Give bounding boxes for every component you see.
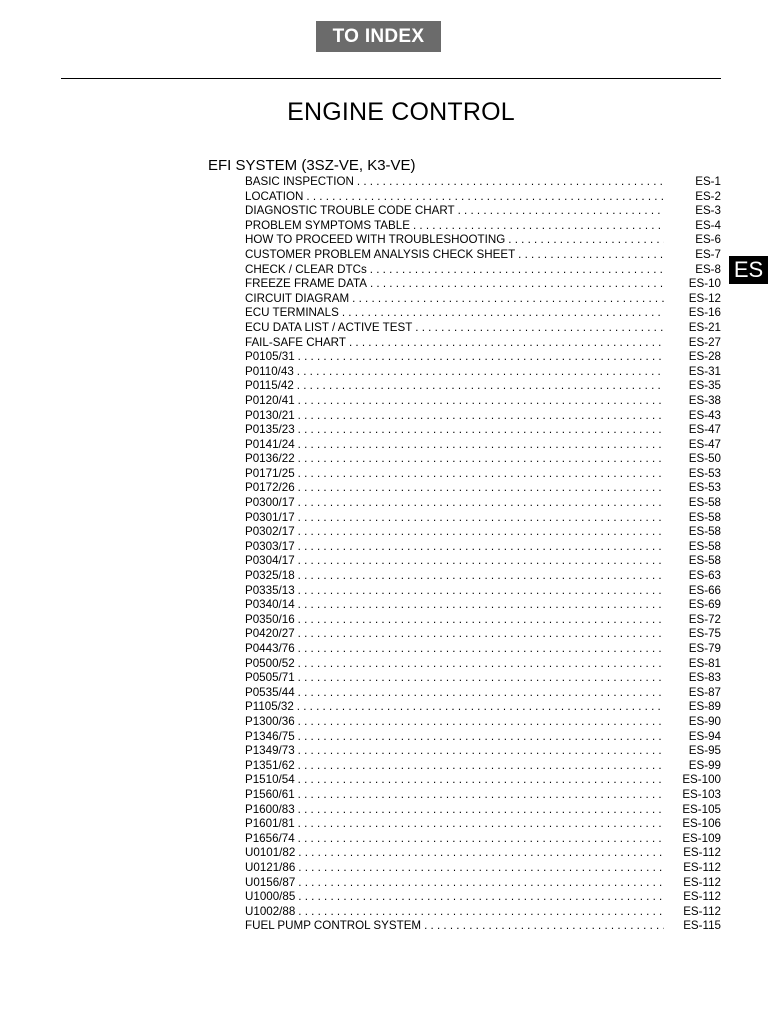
toc-entry-page: ES-58	[688, 539, 721, 553]
toc-entry[interactable]	[245, 233, 721, 248]
toc-dot-leader	[298, 409, 664, 424]
toc-entry-page: ES-103	[682, 787, 721, 801]
toc-dot-leader	[297, 379, 664, 394]
toc-entry[interactable]	[245, 292, 721, 307]
toc-entry-label: P0302/17	[245, 525, 295, 539]
toc-dot-leader	[424, 919, 664, 934]
toc-dot-leader	[298, 569, 664, 584]
toc-entry-page: ES-16	[688, 306, 721, 320]
toc-entry-page: ES-83	[688, 671, 721, 685]
toc-dot-leader	[298, 452, 664, 467]
toc-dot-leader	[298, 598, 664, 613]
toc-entry-page: ES-28	[688, 350, 721, 364]
toc-dot-leader	[298, 613, 664, 628]
toc-entry[interactable]	[245, 744, 721, 759]
toc-dot-leader	[298, 481, 664, 496]
toc-entry-label: P0303/17	[245, 539, 295, 553]
toc-entry[interactable]	[245, 569, 721, 584]
toc-entry[interactable]	[245, 919, 721, 934]
toc-dot-leader	[298, 627, 664, 642]
toc-entry[interactable]	[245, 481, 721, 496]
toc-entry[interactable]	[245, 700, 721, 715]
toc-entry-label: P0136/22	[245, 452, 295, 466]
toc-entry-page: ES-99	[688, 758, 721, 772]
toc-entry[interactable]	[245, 175, 721, 190]
toc-entry[interactable]	[245, 438, 721, 453]
toc-entry-page: ES-6	[695, 233, 721, 247]
toc-dot-leader	[306, 190, 664, 205]
toc-entry-label: P0500/52	[245, 656, 295, 670]
toc-entry-page: ES-95	[688, 744, 721, 758]
toc-entry-label: P0340/14	[245, 598, 295, 612]
toc-dot-leader	[298, 803, 664, 818]
toc-dot-leader	[298, 788, 664, 803]
toc-entry-page: ES-112	[683, 904, 721, 918]
page-title: ENGINE CONTROL	[287, 98, 515, 126]
to-index-button[interactable]: TO INDEX	[316, 21, 441, 52]
toc-entry-label: P0420/27	[245, 627, 295, 641]
toc-entry-page: ES-87	[688, 685, 721, 699]
toc-entry[interactable]	[245, 876, 721, 891]
toc-dot-leader	[298, 773, 664, 788]
toc-entry-page: ES-112	[683, 846, 721, 860]
toc-entry-label: P0350/16	[245, 612, 295, 626]
toc-entry-page: ES-47	[688, 423, 721, 437]
toc-entry-label: P0304/17	[245, 554, 295, 568]
toc-entry-label: P0135/23	[245, 423, 295, 437]
toc-entry-label: DIAGNOSTIC TROUBLE CODE CHART	[245, 204, 455, 218]
toc-entry[interactable]	[245, 759, 721, 774]
toc-entry-page: ES-12	[688, 291, 721, 305]
toc-dot-leader	[298, 846, 664, 861]
toc-entry-page: ES-8	[695, 262, 721, 276]
toc-entry-label: HOW TO PROCEED WITH TROUBLESHOOTING	[245, 233, 506, 247]
toc-entry-label: P0300/17	[245, 496, 295, 510]
toc-entry[interactable]	[245, 467, 721, 482]
toc-dot-leader	[298, 686, 664, 701]
toc-dot-leader	[370, 263, 664, 278]
toc-entry-label: P1510/54	[245, 773, 295, 787]
toc-entry[interactable]	[245, 657, 721, 672]
toc-dot-leader	[352, 292, 664, 307]
toc-dot-leader	[298, 890, 664, 905]
toc-dot-leader	[342, 306, 664, 321]
toc-entry-label: P0171/25	[245, 466, 295, 480]
toc-entry-page: ES-79	[688, 642, 721, 655]
toc-entry[interactable]	[245, 394, 721, 409]
toc-entry-page: ES-89	[688, 700, 721, 714]
toc-entry-label: P0172/26	[245, 481, 295, 495]
toc-dot-leader	[518, 248, 664, 263]
toc-dot-leader	[297, 700, 664, 715]
toc-entry-page: ES-7	[695, 247, 721, 261]
toc-dot-leader	[298, 817, 664, 832]
toc-entry-label: CHECK / CLEAR DTCs	[245, 262, 367, 276]
toc-entry[interactable]	[245, 671, 721, 686]
toc-entry-page: ES-31	[688, 364, 721, 378]
toc-dot-leader	[298, 905, 664, 920]
toc-entry-label: U0156/87	[245, 875, 296, 889]
toc-dot-leader	[357, 175, 664, 190]
toc-entry-label: U0101/82	[245, 846, 296, 860]
toc-dot-leader	[298, 876, 664, 891]
toc-entry-label: P0535/44	[245, 685, 295, 699]
toc-entry-label: P1349/73	[245, 744, 295, 758]
toc-dot-leader	[298, 861, 664, 876]
toc-entry[interactable]	[245, 788, 721, 803]
toc-entry[interactable]	[245, 598, 721, 613]
toc-entry-label: P1351/62	[245, 758, 295, 772]
toc-entry[interactable]	[245, 321, 721, 336]
toc-entry-page: ES-53	[688, 466, 721, 480]
toc-entry-label: U0121/86	[245, 860, 296, 874]
toc-dot-leader	[298, 540, 664, 555]
toc-entry-page: ES-94	[688, 729, 721, 743]
toc-entry-page: ES-2	[695, 189, 721, 203]
toc-entry-label: BASIC INSPECTION	[245, 175, 354, 188]
toc-entry-label: CUSTOMER PROBLEM ANALYSIS CHECK SHEET	[245, 247, 516, 261]
toc-entry-label: LOCATION	[245, 189, 304, 203]
toc-dot-leader	[415, 321, 664, 336]
toc-entry-page: ES-81	[688, 656, 721, 670]
toc-dot-leader	[298, 642, 664, 657]
toc-entry[interactable]	[245, 861, 721, 876]
toc-entry-label: P1601/81	[245, 817, 295, 831]
toc-entry-page: ES-50	[688, 452, 721, 466]
toc-dot-leader	[298, 525, 664, 540]
toc-entry-page: ES-21	[688, 320, 721, 334]
toc-dot-leader	[297, 365, 664, 380]
toc-dot-leader	[458, 204, 664, 219]
toc-entry[interactable]	[245, 423, 721, 438]
toc-entry-page: ES-38	[688, 393, 721, 407]
toc-entry-page: ES-100	[682, 773, 721, 787]
toc-entry-label: FREEZE FRAME DATA	[245, 277, 367, 291]
toc-dot-leader	[298, 759, 664, 774]
toc-dot-leader	[298, 584, 664, 599]
toc-entry-label: FAIL-SAFE CHART	[245, 335, 346, 349]
toc-entry-label: P0115/42	[245, 379, 294, 393]
toc-entry[interactable]	[245, 204, 721, 219]
toc-entry[interactable]	[245, 905, 721, 920]
toc-entry-page: ES-72	[688, 612, 721, 626]
toc-dot-leader	[298, 554, 664, 569]
toc-entry-label: FUEL PUMP CONTROL SYSTEM	[245, 919, 422, 933]
toc-entry-page: ES-35	[688, 379, 721, 393]
toc-entry-page: ES-58	[688, 554, 721, 568]
toc-dot-leader	[298, 671, 664, 686]
table-of-contents	[245, 175, 721, 934]
toc-dot-leader	[508, 233, 664, 248]
toc-entry[interactable]	[245, 306, 721, 321]
toc-entry[interactable]	[245, 350, 721, 365]
toc-entry-page: ES-4	[695, 218, 721, 232]
toc-dot-leader	[298, 350, 664, 365]
toc-entry[interactable]	[245, 773, 721, 788]
toc-dot-leader	[298, 730, 664, 745]
toc-dot-leader	[298, 467, 664, 482]
toc-entry-label: P0110/43	[245, 364, 294, 378]
toc-entry-page: ES-105	[682, 802, 721, 816]
toc-entry[interactable]	[245, 846, 721, 861]
toc-entry-page: ES-58	[688, 525, 721, 539]
section-title: EFI SYSTEM (3SZ-VE, K3-VE)	[208, 157, 416, 174]
toc-entry[interactable]	[245, 890, 721, 905]
toc-entry-page: ES-106	[682, 817, 721, 831]
toc-dot-leader	[298, 657, 664, 672]
toc-entry[interactable]	[245, 525, 721, 540]
toc-entry-page: ES-1	[695, 175, 721, 188]
toc-entry[interactable]	[245, 219, 721, 234]
toc-entry-label: P0301/17	[245, 510, 295, 524]
toc-entry[interactable]	[245, 642, 721, 657]
toc-entry-page: ES-112	[683, 875, 721, 889]
toc-entry[interactable]	[245, 277, 721, 292]
toc-entry-page: ES-69	[688, 598, 721, 612]
toc-entry-page: ES-112	[683, 860, 721, 874]
toc-entry-label: P0130/21	[245, 408, 295, 422]
toc-entry-page: ES-10	[688, 277, 721, 291]
toc-entry-label: PROBLEM SYMPTOMS TABLE	[245, 218, 410, 232]
toc-entry-page: ES-53	[688, 481, 721, 495]
toc-dot-leader	[413, 219, 664, 234]
toc-entry-label: P1560/61	[245, 787, 295, 801]
toc-entry[interactable]	[245, 832, 721, 847]
toc-entry-page: ES-112	[683, 890, 721, 904]
toc-entry-page: ES-58	[688, 496, 721, 510]
toc-entry-label: P1600/83	[245, 802, 295, 816]
toc-dot-leader	[298, 496, 664, 511]
toc-entry-label: P1300/36	[245, 714, 295, 728]
toc-entry-page: ES-66	[688, 583, 721, 597]
toc-entry-label: P1105/32	[245, 700, 294, 714]
toc-entry-page: ES-43	[688, 408, 721, 422]
toc-entry-label: U1000/85	[245, 890, 296, 904]
toc-entry-label: ECU DATA LIST / ACTIVE TEST	[245, 320, 413, 334]
toc-dot-leader	[298, 394, 664, 409]
toc-entry[interactable]	[245, 540, 721, 555]
section-tab-es: ES	[729, 256, 768, 284]
toc-entry[interactable]	[245, 336, 721, 351]
toc-entry-label: P0505/71	[245, 671, 295, 685]
toc-entry-label: ECU TERMINALS	[245, 306, 339, 320]
toc-dot-leader	[370, 277, 664, 292]
toc-dot-leader	[298, 511, 664, 526]
toc-entry[interactable]	[245, 627, 721, 642]
toc-entry[interactable]	[245, 584, 721, 599]
toc-entry-label: P1656/74	[245, 831, 295, 845]
toc-dot-leader	[298, 744, 664, 759]
header-divider	[61, 78, 721, 79]
toc-entry-page: ES-47	[688, 437, 721, 451]
toc-dot-leader	[298, 832, 664, 847]
toc-entry-label: P1346/75	[245, 729, 295, 743]
toc-entry[interactable]	[245, 248, 721, 263]
toc-entry[interactable]	[245, 409, 721, 424]
toc-dot-leader	[298, 715, 664, 730]
toc-entry[interactable]	[245, 715, 721, 730]
toc-entry-label: CIRCUIT DIAGRAM	[245, 291, 350, 305]
toc-entry-page: ES-3	[695, 204, 721, 218]
toc-entry[interactable]	[245, 263, 721, 278]
toc-entry[interactable]	[245, 452, 721, 467]
toc-entry[interactable]	[245, 730, 721, 745]
toc-dot-leader	[349, 336, 664, 351]
toc-entry[interactable]	[245, 511, 721, 526]
toc-entry[interactable]	[245, 365, 721, 380]
toc-entry[interactable]	[245, 554, 721, 569]
toc-entry[interactable]	[245, 686, 721, 701]
toc-entry[interactable]	[245, 379, 721, 394]
toc-entry-page: ES-27	[688, 335, 721, 349]
toc-entry-label: P0105/31	[245, 350, 295, 364]
toc-entry-page: ES-90	[688, 714, 721, 728]
toc-dot-leader	[298, 438, 664, 453]
toc-entry-page: ES-58	[688, 510, 721, 524]
toc-entry-page: ES-115	[683, 919, 721, 933]
toc-entry-label: P0335/13	[245, 583, 295, 597]
toc-entry[interactable]	[245, 803, 721, 818]
toc-entry-label: P0325/18	[245, 569, 295, 583]
toc-entry[interactable]	[245, 190, 721, 205]
toc-entry[interactable]	[245, 613, 721, 628]
toc-entry-page: ES-75	[688, 627, 721, 641]
toc-entry-label: P0141/24	[245, 437, 295, 451]
toc-entry-label: P0443/76	[245, 642, 295, 655]
toc-entry-page: ES-109	[682, 831, 721, 845]
toc-entry-label: U1002/88	[245, 904, 296, 918]
toc-dot-leader	[298, 423, 664, 438]
toc-entry[interactable]	[245, 817, 721, 832]
toc-entry[interactable]	[245, 496, 721, 511]
toc-entry-label: P0120/41	[245, 393, 295, 407]
toc-entry-page: ES-63	[688, 569, 721, 583]
